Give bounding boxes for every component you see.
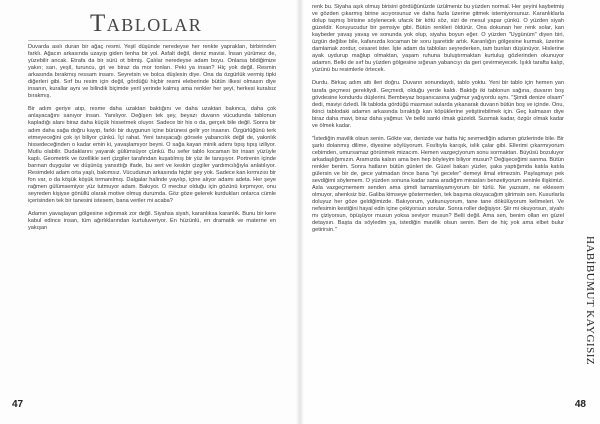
left-paragraph: Adamın yavaşlayan gölgesine sığınmak zor değil. Siyahsa siyah, karanlıksa karanlık. Bunu bir kere kabul edince insan, tüm ağırlıklarından kurtuluveriyor. En hüzünlü, en dramatik ve materne en yakışan (28, 211, 276, 232)
right-page-number: 48 (574, 399, 586, 410)
left-column (28, 44, 276, 238)
left-paragraph: Duvarda asılı duran bir ağaç resmi. Yeşil düşünde neredeyse her renkte yaprakları, birbirinden farklı. Ağacın arkasında uzayıp giden tenha bir yol. Asfalt değil, deniz mavisi. İnsan yürümez de, yüzebilir ancak. Etrafa da bir sürü ot bitmiş. Çalılar neredeyse adam boyu. Onlarsa bildiğimize yakın; sarı, yeşil, turuncu, gri ve biraz da mor tonları. Peki ya insan? Hiç yok değil. Resmin arkasında bırakmış ressam insanı. Seyretsin ve bolca düşlesin diye. Ona da özgürlük vermiş tipki diğerleri gibi. Sırf bu resim için değil, gördüğü hiçbir resmi eleberinde bütün ilkesi olmasın diye insanın, kurallar aynı ve bilindik biçimde yeril yerinde kalmış ama renkler her şeyi, herkesi kuralsız bırakmış. (28, 44, 276, 100)
book-gutter-shadow (296, 0, 304, 424)
left-page-number: 47 (12, 399, 24, 410)
left-paragraph: Bir adım geriye atıp, resme daha uzaktan baktığını ve daha uzaktan bakınca, daha çok anlayacağını sanıyor insan. Yanılıyor. Değişen tek şey, beyazı duvarın vücudunda tablonun kapladığı alanı biraz daha küçük hissetmek oluyor. Sadece bir his o da, gerçek bile değil. Sonra bir adım daha sağa doğru kayıp, farklı bir duygunun içine bürünesi gelir yor insanın. Özgürlüğünü terk etmeyeceğini çok iyi biliyor çünkü. İçi rahat. Yeni tanışacağı görsele yabancılık değil de, yakınlık hissedeceğinden o kadar emin ki, yavaşlamıyor beyni. O sağa kayan minik adımı tıpış tıpış iziliyor. Mutlu olabilir. Dudaklarını yayarak gülümsüyor çünkü. Bu sefer tablo kocaman bir insan yüzüyle kaplı. Geometrik ve özellikle sert çizgiler tarafından kuşatılmış bir yüz ile tanışıyor. Portrenin içinde barınan duygular ve düşünüş yansıttığı ifade, bu sert ve keskin çizgiler yardımcılığıyla anlatılıyor. Resimdeki adam orta yaşlı, bakımsız. Vücudunun arkasında hiçbir şey yok. Sadece kan kırmızısı bir fon var, o da köşük köşük tırmanılmış. Dalgalar halinde yayılıp, içine alıyor adamı adeta. Her şeye rağmen gülümsemiyor yüz tutmuyor adam. Bakıyor. O mecbur olduğu için gözünü kırpmıyor, onu seyreden kişiyse gönüllü olarak motive olmuş durumda. Göz göze gelerek kurdukları onlarca cümle içerisinden tek bir tanesini istesem, bana veriler mi acaba? (28, 106, 276, 204)
title-rule (28, 40, 276, 41)
right-page (300, 0, 600, 424)
author-running-head: HABİBUMUT KAYGISIZ (584, 236, 596, 366)
right-paragraph: "İstediğin mavilik olsun senin. Gökte var, denizde var hatta hiç sevmediğin adamın gözlerinde bile. Bir şarkı dolanmış dilime, diyesine söylüyorum. Fısıltıyla karışık, islik çalar gibi. Ellerimi çıkarmıyorum cebimden, umursamaz görünmek mizacım. Hemen vazgeçiyorum sonu sormaktan. Büyüsü bozuluyor arkadaşlığımızın. Aramızda kalsın ama ben hep böyleyim biliyor musun? Değişeceğimi sanma. Bütün renkler benim. Sonra hatların bütün günleri de. Güzel bakarı yüzler, şaka yaptığımda katıla katıla gülersin ve bir de, gece yatmadan önce bana "iyi geceler" demeyi ilmal etmezsin. Paylaşmayı pek sevdiğimi söylemem. O yüzden sonuna kadar sana aradığım mirasları benzetiyorum seninle ilişkimizi. Asla vazgeçmemem senden ama şimdi tamamlayamıyorum bir türlü. Ne yazsam, ne eklesem olmuyor, ahenksiz biz. Galiba kimseye göstermeden, tek başıma okuyacağım şiirimsin sen. Kusurlarla doluyuz her göze geldiğimizde. Bakıyorum, yutkunuyorum, tane tane dökülüyorum kelimeleri. Ve nefesimin kestiğini hayal edin içine çekiyorsun sorular. Sonra roller değişiyor. Şiir mi okuyorsun, siyahı mı çiziyorsun, öpüşüyor musun yoksa seviyor musun? Belli değil. Ama sen, benim ollan en güzel detaysın. Başta da söyledim ya, istediğin mavilik olsun senin. Ben de hiç yok ama elbet bulur getirirsin." (312, 135, 564, 234)
right-paragraph: Durdu. Birkaç adım attı ileri doğru. Duvarın sonundaydı, tablo yoktu. Yeni bir tablo için hemen yan tarafa geçmesi gerekliydi. Geçmedi, olduğu yerde kaldı. Baktığı iki tablonun sağına, duvarın boş gövdesine kondurdu düşlerini. Bembeyaz boşanıcasına yağmur yağıyordu aynı. "Şimdi denize olsam" dedi, maviyi özledi. İlk tabloda gördüğü masmavi sularda yıkanarak duvarın bütün boş ve içinde. Onu, ikinci tablodaki adamın arkasında bıraktığı kan köpüklerine yetiştirebilmek için. Geç kalmasın diye biraz daha mavi, biraz daha yağmur. Ve belki sanki ılmak güzeldi. Susmak kadar, özgür olmak kadar ve ölmek kadar. (312, 80, 564, 129)
right-paragraph: renk bu. Siyaha aşık olmuş birisini gördüğünüzde üzülmeniz bu yüzden normal. Her şeyini kaybetmiş ve gözden çıkarmış birine acıyorsunuz ve daha fazla üzerine gitmek istemiyorsunuz. Karanlıklarla dolup taşmış birisine söylenecek ufacık bir kötü söz, sizi de mesul yapar çünkü. O yüzden siyah güzeldir. Koruyucudur bir şemsiye gibi. Bütün renkleri öldürür. Ona dokunan her renk solar, kan kaybeder yavaş yavaş ve sonunda yok olup, siyaha boyun eğer. O yüzden "Uygünüm" diyen biri, üzgün değilse bile, kafanızda kocaman bir soru işaretidir artık. Karanlığın gölgesine kurmak, üzerine damlamak zordur, cesaret ister. İşte adam da tabloları seyrederken, tam bunları düşünüyor. Hislerine ayak uydurup mağlup olmaktan, yaşam ruhuna buluştırmaktan kurtuluş gözlerinden okunuyor adamın. Belki de sırf bu yüzden gölgesine sığınan yabancıyı da geri çevirmeyecek. Işıklı tarafta kalıp, yüzünü bu resimlerle örtecek. (312, 4, 564, 74)
right-column (312, 4, 564, 240)
chapter-title: Tablolar (90, 10, 203, 37)
